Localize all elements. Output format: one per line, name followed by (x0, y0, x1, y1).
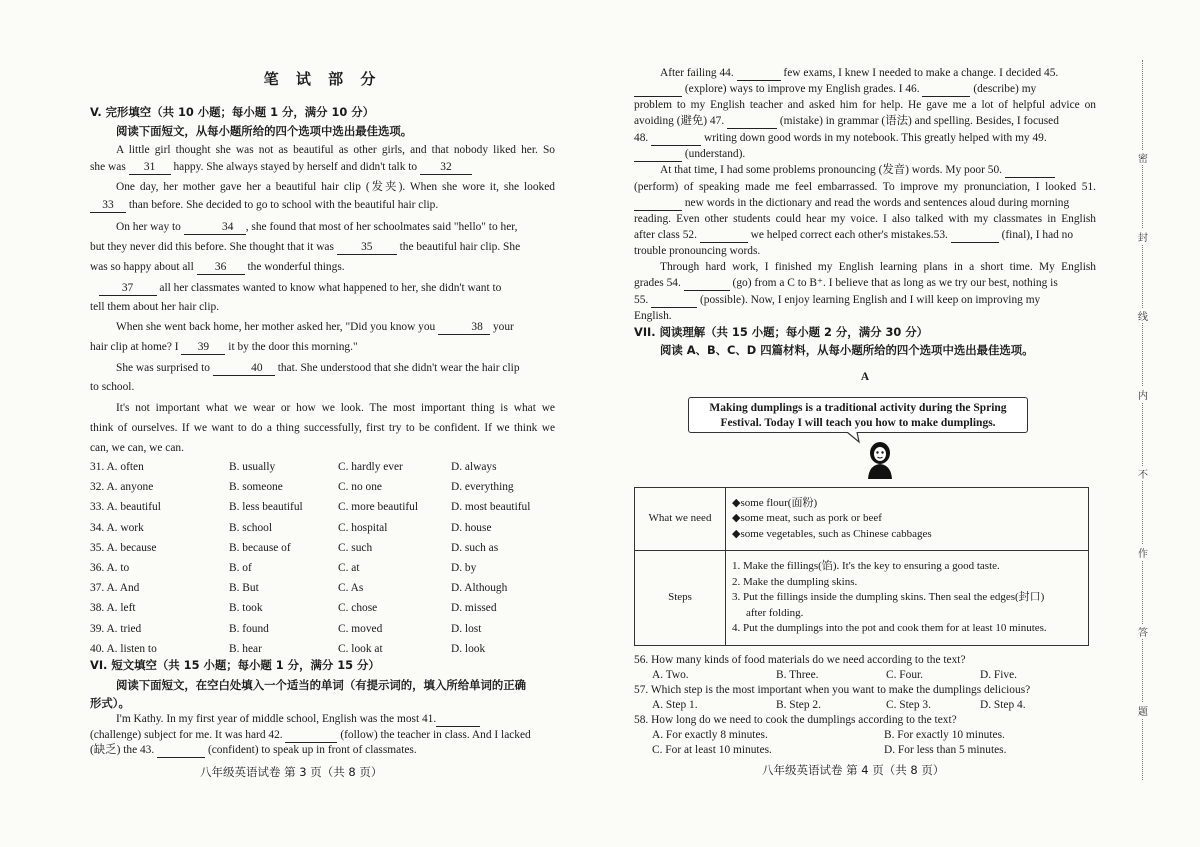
p5-line2: she was 31 happy. She always stayed by herself and didn't talk to 32 (90, 160, 555, 175)
option-34-c: C. hospital (338, 521, 388, 534)
q57o-c: C. Step 3. (886, 699, 931, 711)
option-36-d: D. by (451, 562, 477, 574)
p6-r9: new words in the dictionary and read the words and sentences aloud during morning (634, 196, 1096, 211)
margin-char: 作 (1138, 545, 1148, 560)
option-37-a: 37. A. And (90, 582, 140, 595)
speech-bubble (688, 397, 1028, 433)
blank-38: 38 (438, 320, 490, 335)
p5-line4: 33 than before. She decided to go to school with the beautiful hair clip. (90, 198, 555, 213)
p6-r2: (explore) ways to improve my English grades. I 46. (describe) my (634, 82, 1096, 97)
blank-39: 39 (181, 340, 225, 355)
blank-36: 36 (197, 260, 245, 275)
q56o-b: B. Three. (776, 669, 819, 681)
blank-44 (737, 66, 781, 81)
blank-32: 32 (420, 160, 472, 175)
p6-r1: After failing 44. few exams, I knew I needed to make a change. I decided 45. (660, 67, 1059, 79)
p5-line16: can, we can, we can. (90, 442, 184, 454)
blank-52 (700, 228, 748, 243)
section5-heading: V. 完形填空（共 10 小题；每小题 1 分，满分 10 分） (90, 105, 375, 119)
q56: 56. How many kinds of food materials do we need according to the text? (634, 654, 966, 666)
option-37-d: D. Although (451, 582, 508, 595)
blank-47 (727, 114, 777, 129)
option-40-c: C. look at (338, 642, 383, 655)
option-36-c: C. at (338, 562, 360, 574)
blank-42 (285, 728, 337, 743)
option-39-b: B. found (229, 622, 269, 635)
margin-char: 不 (1138, 466, 1148, 481)
p6-line3: (缺乏) the 43. (confident) to speak up in front of classmates. (90, 744, 417, 756)
option-40-d: D. look (451, 642, 486, 655)
p6-r3: problem to my English teacher and asked him for help. He gave me a lot of helpful advice on (634, 99, 1096, 111)
option-39-a: 39. A. tried (90, 622, 142, 635)
blank-51 (634, 196, 682, 211)
blank-34: 34 (184, 220, 246, 235)
blank-33: 33 (90, 198, 126, 213)
need-item: ◆some meat, such as pork or beef (732, 512, 882, 525)
option-38-b: B. took (229, 602, 263, 615)
option-31-d: D. always (451, 461, 497, 473)
option-37-c: C. As (338, 582, 364, 595)
option-31-a: 31. A. often (90, 461, 144, 473)
p6-r12: trouble pronouncing words. (634, 245, 761, 257)
p6-r4: avoiding (避免) 47. (mistake) in grammar (语法) and spelling. Besides, I focused (634, 115, 1059, 127)
option-33-d: D. most beautiful (451, 501, 531, 514)
option-32-c: C. no one (338, 481, 382, 494)
p6-r7: At that time, I had some problems pronouncing (发音) words. My poor 50. (634, 163, 1096, 178)
steps-cell (726, 551, 1089, 646)
q56o-c: C. Four. (886, 669, 924, 681)
margin-char: 答 (1138, 624, 1148, 639)
p5-line11: hair clip at home? I 39 it by the door this morning." (90, 341, 358, 353)
binding-line (1142, 60, 1143, 780)
p5-line6: but they never did this before. She thought that it was 35 the beautiful hair clip. She (90, 241, 521, 253)
q57o-a: A. Step 1. (652, 699, 698, 711)
need-label: What we need (635, 488, 726, 551)
p6-r13: Through hard work, I finished my English learning plans in a short time. My English (660, 261, 1096, 273)
blank-45 (634, 82, 682, 97)
option-36-a: 36. A. to (90, 562, 130, 574)
option-39-c: C. moved (338, 622, 383, 635)
option-37-b: B. But (229, 582, 259, 595)
option-40-a: 40. A. listen to (90, 642, 157, 655)
option-34-b: B. school (229, 521, 273, 534)
option-35-a: 35. A. because (90, 541, 157, 554)
option-35-b: B. because of (229, 541, 291, 554)
step-item: 3. Put the fillings inside the dumpling skins. Then seal the edges(封口) (732, 591, 1045, 604)
blank-40: 40 (213, 361, 275, 376)
bubble-tail (845, 432, 865, 444)
q58o-c: C. For at least 10 minutes. (652, 744, 772, 756)
p6-r5: 48. writing down good words in my notebook. This greatly helped with my 49. (634, 132, 1047, 144)
needs-cell (726, 488, 1089, 551)
section5-instruction: 阅读下面短文，从每小题所给的四个选项中选出最佳选项。 (116, 124, 413, 138)
option-33-b: B. less beautiful (229, 501, 303, 514)
section7-heading: VII. 阅读理解（共 15 小题；每小题 2 分，满分 30 分） (634, 325, 929, 339)
p6-line1: I'm Kathy. In my first year of middle school, English was the most 41. (90, 712, 555, 727)
p6-r14: grades 54. (go) from a C to B⁺. I believe that as long as we try our best, nothing is (634, 277, 1058, 289)
bubble-line-2: Festival. Today I will teach you how to make dumplings. (720, 417, 996, 429)
blank-54 (684, 276, 730, 291)
option-32-d: D. everything (451, 481, 514, 494)
p6-line2: (challenge) subject for me. It was hard 42. (follow) the teacher in class. And I lacked (90, 729, 531, 741)
option-33-a: 33. A. beautiful (90, 501, 161, 514)
q58o-b: B. For exactly 10 minutes. (884, 729, 1005, 741)
need-item: ◆some vegetables, such as Chinese cabbages (732, 527, 932, 540)
footer-right: 八年级英语试卷 第 4 页（共 8 页） (762, 763, 945, 777)
margin-char: 线 (1138, 308, 1148, 323)
step-item: 1. Make the fillings(馅). It's the key to ensuring a good taste. (732, 560, 1000, 573)
bubble-line-1: Making dumplings is a traditional activity during the Spring (709, 402, 1007, 414)
blank-35: 35 (337, 240, 397, 255)
option-32-a: 32. A. anyone (90, 481, 154, 494)
option-40-b: B. hear (229, 642, 262, 655)
section6-instruction-1: 阅读下面短文，在空白处填入一个适当的单词（有提示词的，填入所给单词的正确 (116, 678, 527, 692)
teacher-icon (865, 440, 895, 480)
p5-line8: 37 all her classmates wanted to know what happened to her, she didn't want to (90, 281, 555, 296)
p5-line15: think of ourselves. If we want to do a thing successfully, first try to be confident. If we think we (90, 422, 555, 434)
p5-line1: A little girl thought she was not as beautiful as other girls, and that nobody liked her. So (116, 144, 555, 156)
steps-label: Steps (635, 551, 726, 646)
p5-line5: On her way to 34 , she found that most of her schoolmates said "hello" to her, (116, 221, 518, 233)
option-32-b: B. someone (229, 481, 283, 494)
blank-49 (634, 147, 682, 162)
option-34-a: 34. A. work (90, 521, 144, 534)
p5-line14: It's not important what we wear or how we look. The most important thing is what we (116, 402, 555, 414)
page-title: 笔 试 部 分 (263, 70, 382, 88)
section6-heading: VI. 短文填空（共 15 小题；每小题 1 分，满分 15 分） (90, 658, 380, 672)
p5-line3: One day, her mother gave her a beautiful hair clip (发夹). When she wore it, she looked (116, 181, 555, 193)
option-38-d: D. missed (451, 602, 497, 615)
margin-char: 封 (1138, 229, 1148, 244)
option-36-b: B. of (229, 562, 252, 574)
blank-37: 37 (99, 281, 157, 296)
p5-line9: tell them about her hair clip. (90, 301, 220, 313)
q58: 58. How long do we need to cook the dumplings according to the text? (634, 714, 957, 726)
blank-43 (157, 743, 205, 758)
p5-line10: When she went back home, her mother asked her, "Did you know you 38 your (116, 321, 514, 333)
q57o-b: B. Step 2. (776, 699, 821, 711)
option-31-c: C. hardly ever (338, 461, 403, 473)
p6-r16: English. (634, 310, 672, 322)
blank-55 (651, 293, 697, 308)
p6-r8: (perform) of speaking made me feel embarrassed. To improve my pronunciation, I looked 51. (634, 181, 1096, 193)
blank-46 (922, 82, 970, 97)
option-35-d: D. such as (451, 541, 499, 554)
step-item: 2. Make the dumpling skins. (732, 575, 858, 588)
footer-left: 八年级英语试卷 第 3 页（共 8 页） (200, 765, 383, 779)
need-item: ◆some flour(面粉) (732, 496, 818, 509)
option-34-d: D. house (451, 521, 492, 534)
blank-53 (951, 228, 999, 243)
step-item: after folding. (746, 606, 804, 619)
p5-line13: to school. (90, 381, 135, 393)
p6-r15: 55. (possible). Now, I enjoy learning English and I will keep on improving my (634, 294, 1041, 306)
dumpling-table (634, 487, 1089, 646)
blank-50 (1005, 163, 1055, 178)
p5-line7: was so happy about all 36 the wonderful things. (90, 261, 345, 273)
p5-line12: She was surprised to 40 that. She understood that she didn't wear the hair clip (116, 362, 520, 374)
option-33-c: C. more beautiful (338, 501, 419, 514)
blank-41 (436, 712, 480, 727)
q57o-d: D. Step 4. (980, 699, 1026, 711)
p6-r6: (understand). (634, 147, 1096, 162)
option-38-a: 38. A. left (90, 602, 136, 615)
q58o-a: A. For exactly 8 minutes. (652, 729, 768, 741)
part-a-label: A (860, 371, 870, 383)
option-38-c: C. chose (338, 602, 378, 615)
margin-char: 题 (1138, 703, 1148, 718)
option-31-b: B. usually (229, 461, 276, 473)
section7-instruction: 阅读 A、B、C、D 四篇材料，从每小题所给的四个选项中选出最佳选项。 (660, 343, 1034, 357)
blank-31: 31 (129, 160, 171, 175)
q58o-d: D. For less than 5 minutes. (884, 744, 1007, 756)
step-item: 4. Put the dumplings into the pot and cook them for at least 10 minutes. (732, 622, 1047, 635)
q56o-a: A. Two. (652, 669, 689, 681)
option-35-c: C. such (338, 541, 373, 554)
section6-instruction-2: 形式）。 (90, 696, 130, 710)
p6-r10: reading. Even other students could hear my voice. I also talked with my classmates in English (634, 213, 1096, 225)
q56o-d: D. Five. (980, 669, 1018, 681)
margin-char: 密 (1138, 150, 1148, 165)
blank-48 (651, 131, 701, 146)
q57: 57. Which step is the most important when you want to make the dumplings delicious? (634, 684, 1031, 696)
option-39-d: D. lost (451, 622, 482, 635)
margin-char: 内 (1138, 387, 1148, 402)
p6-r11: after class 52. we helped correct each other's mistakes.53. (final), I had no (634, 229, 1074, 241)
